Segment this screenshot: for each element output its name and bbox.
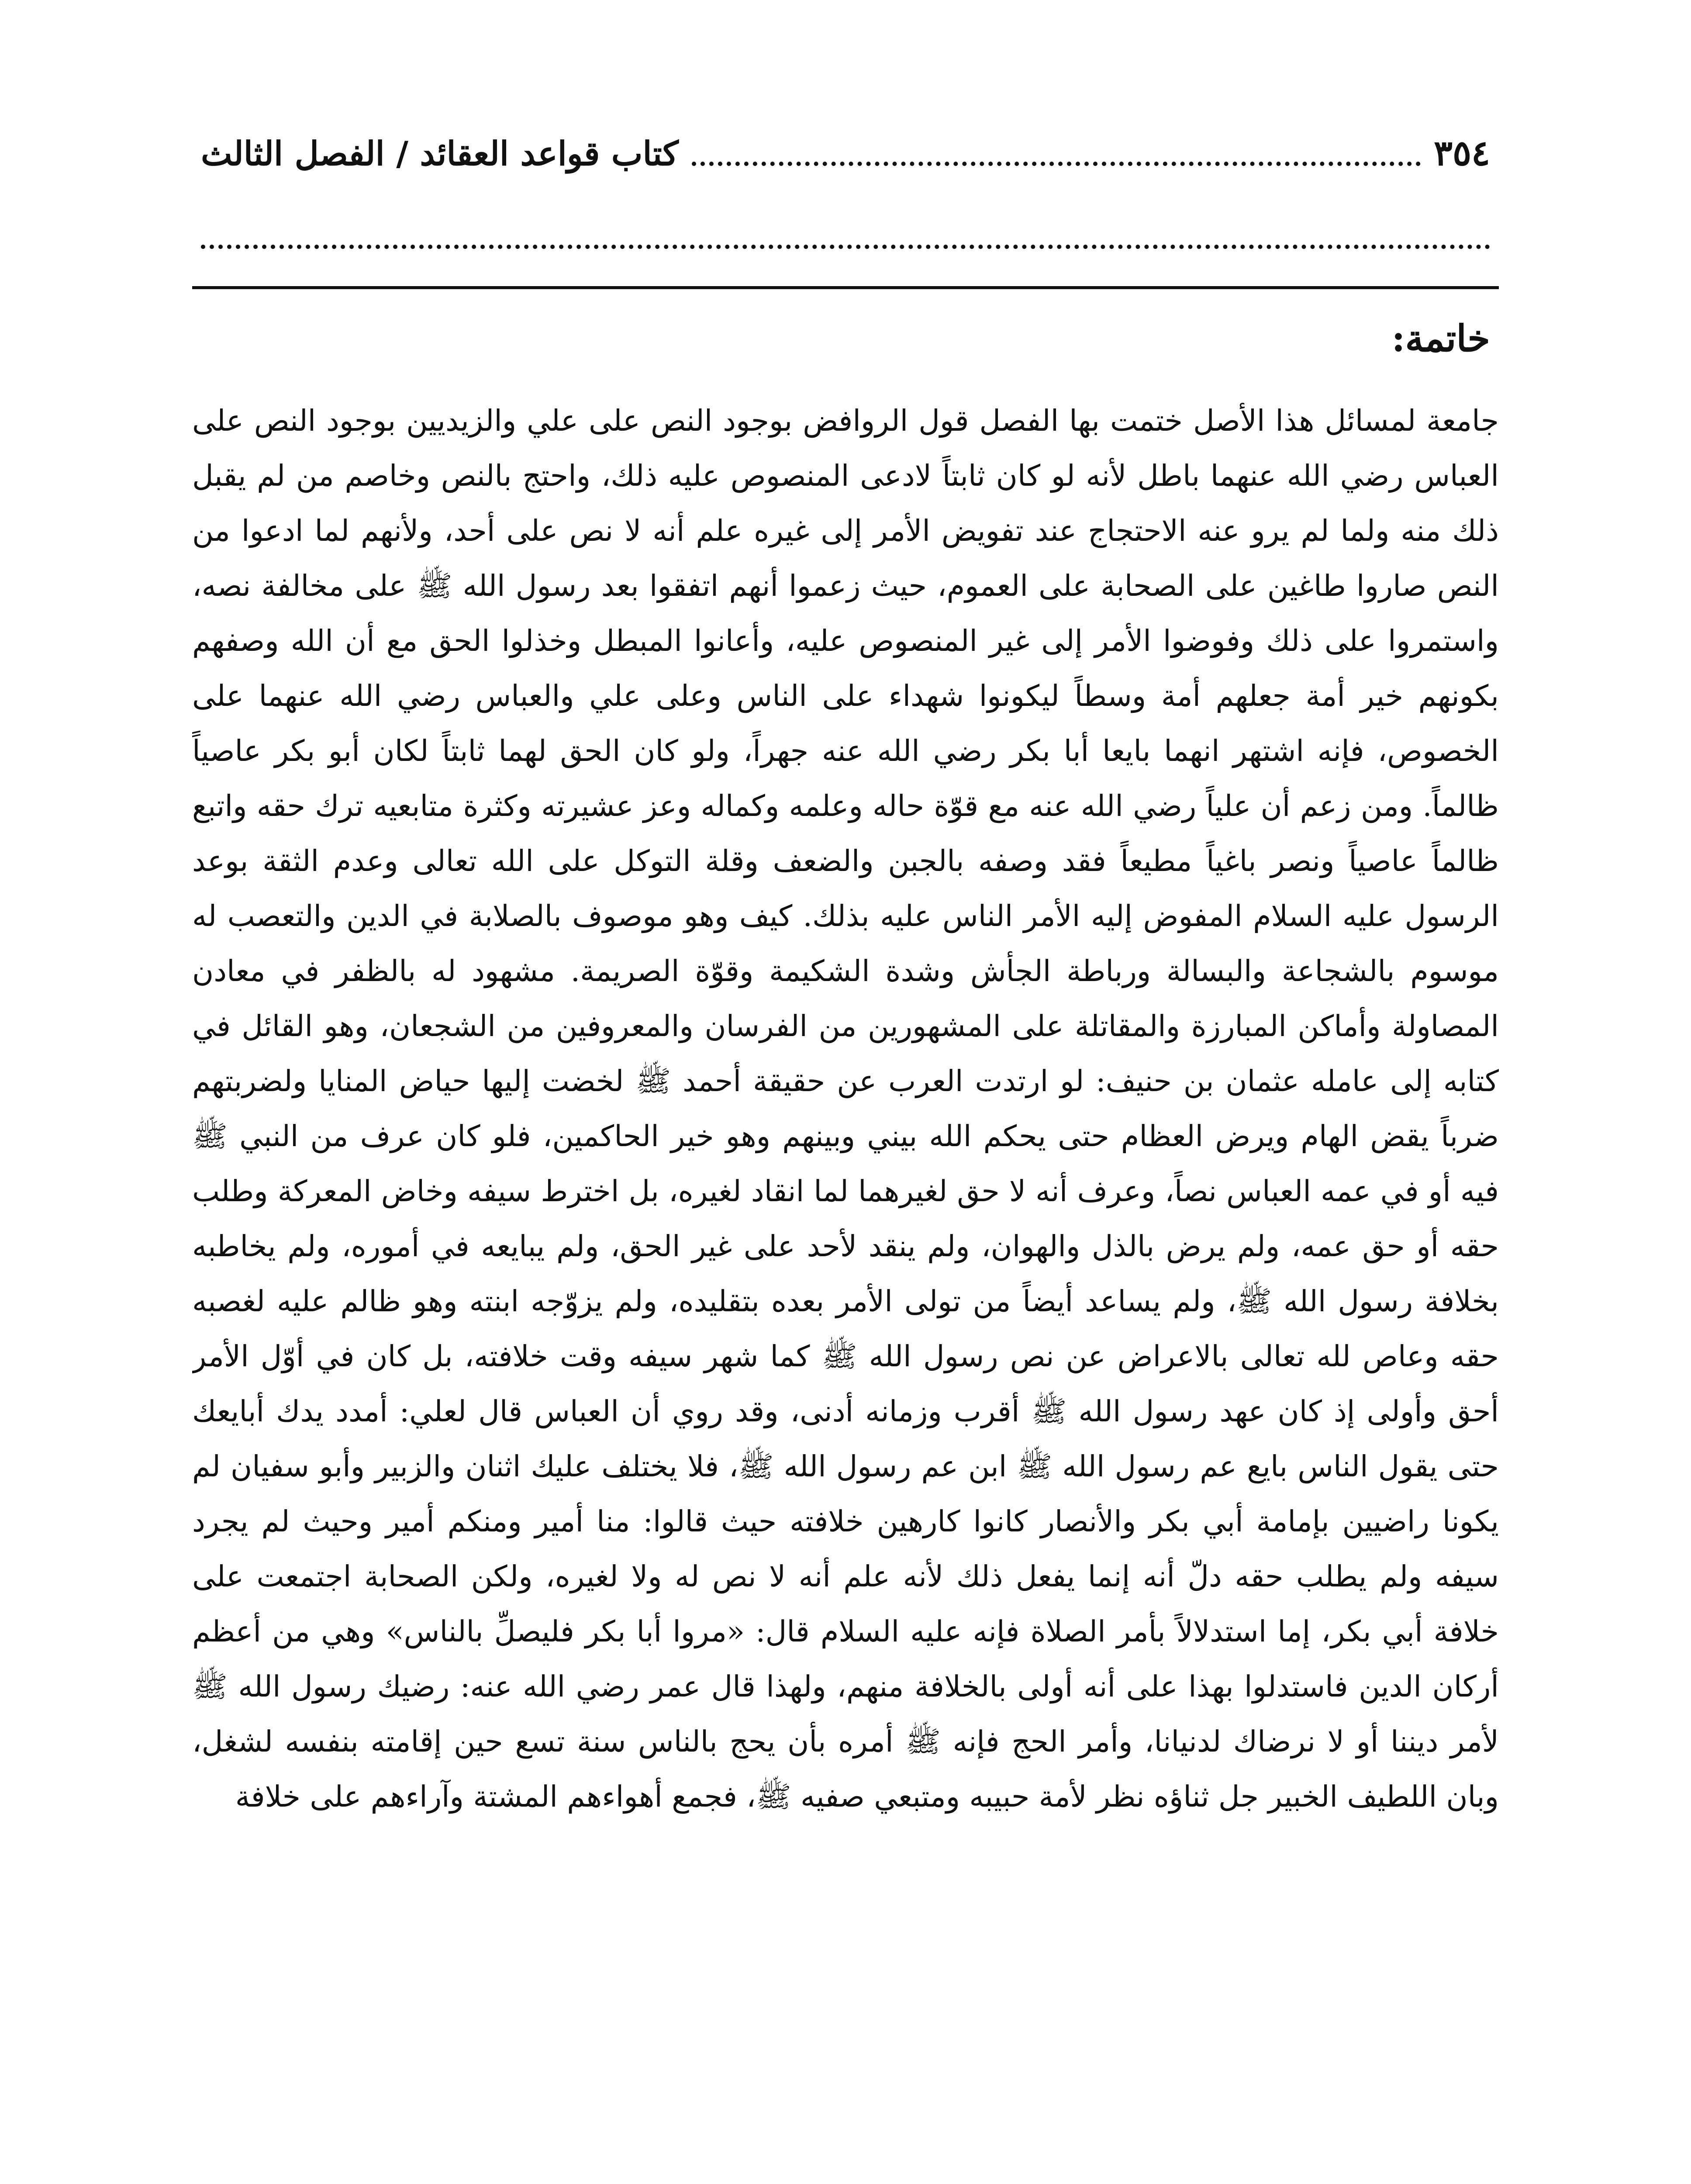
header-dot-leader: [692, 162, 1421, 166]
header-rule: [192, 286, 1499, 289]
section-heading: خاتمة:: [1391, 317, 1490, 360]
running-header: [201, 109, 1490, 173]
dotted-separator: [201, 245, 1490, 249]
page-number: ٣٥٤: [1434, 132, 1490, 173]
body-paragraph: جامعة لمسائل هذا الأصل ختمت بها الفصل قول الروافض بوجود النص على علي والزيديين بوجود النص على العباس رضي الله عنهما باطل لأنه لو كان ثابتاً لادعى المنصوص عليه ذلك، واحتج بالنص وخاصم من لم يقبل ذلك منه ولما لم يرو عنه الاحتجاج عند تفويض الأمر إلى غيره علم أنه لا نص على أحد، ولأنهم لما ادعوا من النص صاروا طاغين على الصحابة على العموم، حيث زعموا أنهم اتفقوا بعد رسول الله ﷺ على مخالفة نصه، واستمروا على ذلك وفوضوا الأمر إلى غير المنصوص عليه، وأعانوا المبطل وخذلوا الحق مع أن الله وصفهم بكونهم خير أمة جعلهم أمة وسطاً ليكونوا شهداء على الناس وعلى علي والعباس رضي الله عنهما على الخصوص، فإنه اشتهر انهما بايعا أبا بكر رضي الله عنه جهراً، ولو كان الحق لهما ثابتاً لكان أبو بكر عاصياً ظالماً. ومن زعم أن علياً رضي الله عنه مع قوّة حاله وعلمه وكماله وعز عشيرته وكثرة متابعيه ترك حقه واتبع ظالماً عاصياً ونصر باغياً مطيعاً فقد وصفه بالجبن والضعف وقلة التوكل على الله تعالى وعدم الثقة بوعد الرسول عليه السلام المفوض إليه الأمر الناس عليه بذلك. كيف وهو موصوف بالصلابة في الدين والتعصب له موسوم بالشجاعة والبسالة ورباطة الجأش وشدة الشكيمة وقوّة الصريمة. مشهود له بالظفر في معادن المصاولة وأماكن المبارزة والمقاتلة على المشهورين من الفرسان والمعروفين من الشجعان، وهو القائل في كتابه إلى عامله عثمان بن حنيف: لو ارتدت العرب عن حقيقة أحمد ﷺ لخضت إليها حياض المنايا ولضربتهم ضرباً يقض الهام ويرض العظام حتى يحكم الله بيني وبينهم وهو خير الحاكمين، فلو كان عرف من النبي ﷺ فيه أو في عمه العباس نصاً، وعرف أنه لا حق لغيرهما لما انقاد لغيره، بل اخترط سيفه وخاض المعركة وطلب حقه أو حق عمه، ولم يرض بالذل والهوان، ولم ينقد لأحد على غير الحق، ولم يبايعه في أموره، ولم يخاطبه بخلافة رسول الله ﷺ، ولم يساعد أيضاً من تولى الأمر بعده بتقليده، ولم يزوّجه ابنته وهو ظالم عليه لغصبه حقه وعاص لله تعالى بالاعراض عن نص رسول الله ﷺ كما شهر سيفه وقت خلافته، بل كان في أوّل الأمر أحق وأولى إذ كان عهد رسول الله ﷺ أقرب وزمانه أدنى، وقد روي أن العباس قال لعلي: أمدد يدك أبايعك حتى يقول الناس بايع عم رسول الله ﷺ ابن عم رسول الله ﷺ، فلا يختلف عليك اثنان والزبير وأبو سفيان لم يكونا راضيين بإمامة أبي بكر والأنصار كانوا كارهين خلافته حيث قالوا: منا أمير ومنكم أمير وحيث لم يجرد سيفه ولم يطلب حقه دلّ أنه إنما يفعل ذلك لأنه علم أنه لا نص له ولا لغيره، ولكن الصحابة اجتمعت على خلافة أبي بكر، إما استدلالاً بأمر الصلاة فإنه عليه السلام قال: «مروا أبا بكر فليصلِّ بالناس» وهي من أعظم أركان الدين فاستدلوا بهذا على أنه أولى بالخلافة منهم، ولهذا قال عمر رضي الله عنه: رضيك رسول الله ﷺ لأمر ديننا أو لا نرضاك لدنيانا، وأمر الحج فإنه ﷺ أمره بأن يحج بالناس سنة تسع حين إقامته بنفسه لشغل، وبان اللطيف الخبير جل ثناؤه نظر لأمة حبيبه ومتبعي صفيه ﷺ، فجمع أهواءهم المشتة وآراءهم على خلافة: [192, 404, 1499, 1814]
running-header-title: كتاب قواعد العقائد / الفصل الثالث: [201, 134, 679, 173]
